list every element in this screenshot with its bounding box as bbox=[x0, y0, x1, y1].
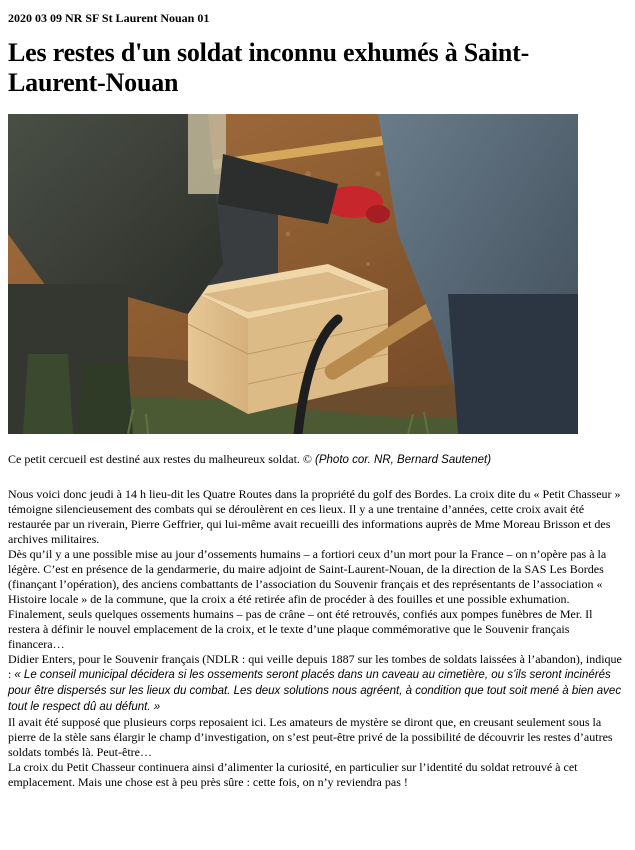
caption-text: Ce petit cercueil est destiné aux restes du malheureux soldat. © bbox=[8, 452, 316, 466]
paragraph: Finalement, seuls quelques ossements humains – pas de crâne – ont été retrouvés, confiés aux pompes funèbres de Mer. Il restera à définir le nouvel emplacement de la croix, et le texte d’une plaque commémorative que le Souvenir français financera… bbox=[8, 607, 593, 651]
article-photo bbox=[8, 114, 578, 434]
paragraph: Nous voici donc jeudi à 14 h lieu-dit les Quatre Routes dans la propriété du golf des Bordes. La croix dite du « Petit Chasseur » témoigne silencieusement des combats qui se déroulèrent en ces lieux. Il y a une trentaine d’années, cette croix avait été restaurée par un riverain, Pierre Geffrier, qui lui-même avait recueilli des informations auprès de Mme Moreau Brisson et des archives militaires. bbox=[8, 487, 621, 546]
paragraph: Dès qu’il y a une possible mise au jour d’ossements humains – a fortiori ceux d’un mort pour la France – on n’opère pas à la légère. C’est en présence de la gendarmerie, du maire adjoint de Saint-Laurent-Nouan, de la direction de la SAS Les Bordes (finançant l’opération), des anciens combattants de l’association du Souvenir français et des représentants de l’association « Histoire locale » de la commune, que la croix a été retirée afin de procéder à des fouilles et une possible exhumation. bbox=[8, 547, 607, 606]
paragraph: Il avait été supposé que plusieurs corps reposaient ici. Les amateurs de mystère se diront que, en creusant seulement sous la pierre de la stèle sans élargir le champ d’investigation, on s’est peut-être privé de la possibilité de découvrir les restes d’autres soldats tombés là. Peut-être… bbox=[8, 715, 613, 759]
quote-text: « Le conseil municipal décidera si les ossements seront placés dans un caveau au cimetière, ou s’ils seront incinérés pour être dispersés sur les lieux du combat. Les deux solutions nous agréent, à condition que tout soit mené à bien avec tout le respect dû au défunt. » bbox=[8, 669, 622, 713]
dateline: 2020 03 09 NR SF St Laurent Nouan 01 bbox=[8, 11, 210, 25]
quote-paragraph bbox=[8, 652, 623, 715]
article-body bbox=[8, 487, 623, 790]
photo-caption bbox=[8, 452, 623, 468]
article bbox=[8, 10, 623, 790]
quote-intro: Didier Enters, pour le Souvenir français (NDLR : qui veille depuis 1887 sur les tombes de soldats laissées à l’abandon), indique : bbox=[8, 652, 622, 681]
headline: Les restes d'un soldat inconnu exhumés à Saint-Laurent-Nouan bbox=[8, 38, 530, 97]
paragraph: La croix du Petit Chasseur continuera ainsi d’alimenter la curiosité, en particulier sur l’identité du soldat retrouvé à cet emplacement. Mais une chose est à peu près sûre : cette fois, on n’y reviendra pas ! bbox=[8, 760, 578, 789]
photo-credit: (Photo cor. NR, Bernard Sautenet) bbox=[315, 454, 492, 466]
